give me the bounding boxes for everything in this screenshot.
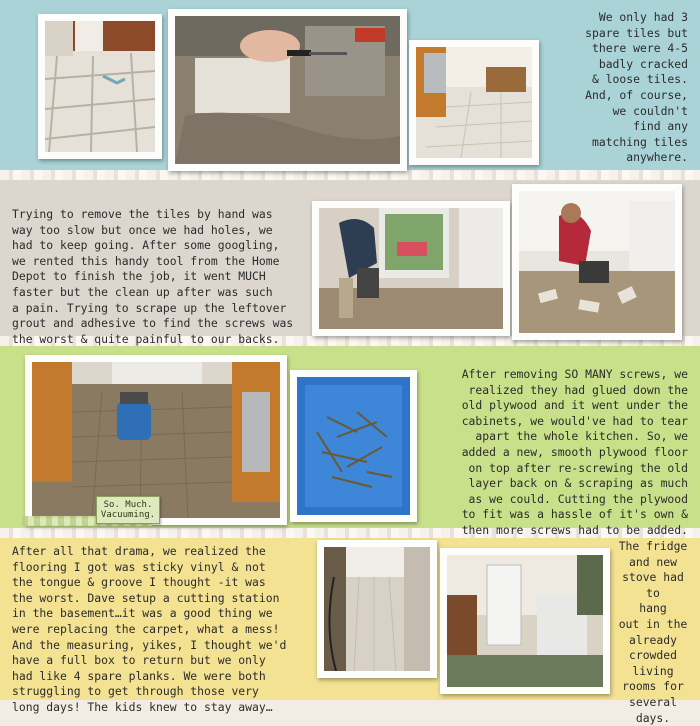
caption-removing-tiles: Trying to remove the tiles by hand was way too slow but once we had holes, we had to keep going. After some googling, we rented this handy tool from the Home Depot to finish the job, it went MUCH faster but the clean up after was such a pain. Trying to scrape up the leftover grout and adhesive to find the screws was the worst & quite painful to our backs.: [12, 207, 294, 346]
photo-bin-of-screws: [290, 370, 417, 522]
caption-fridge-stove: The fridge and new stove had to hang out in the already crowded living rooms for several days.: [618, 539, 688, 725]
caption-vinyl-flooring: After all that drama, we realized the flooring I got was sticky vinyl & not the tongue & groove I thought -it was the worst. Dave setup a cutting station in the basement…it was a good thing we were replacing the carpet, what a mess! And the measuring, yikes, I thought we'd have a full box to return but we only had like 4 spare planks. We were both struggling to get through those very long days! The kids knew to stay away…: [12, 544, 287, 714]
caption-spare-tiles: We only had 3 spare tiles but there were 4-5 badly cracked & loose tiles. And, of course, we couldn't find any matching tiles anywhere.: [585, 10, 688, 165]
photo-girl-with-tool: [512, 184, 682, 340]
caption-plywood: After removing SO MANY screws, we realized they had glued down the old plywood and it went under the cabinets, we would've had to tear apart the whole kitchen. So, we added a new, smooth plywood floor on top after re-screwing the old layer back on & scraping as much as we could. Cutting the plywood to fit was a hassle of it's own & then more screws had to be added.: [461, 367, 688, 537]
photo-kitchen-overview: [409, 40, 539, 165]
photo-removing-tiles-by-hand: [168, 9, 407, 171]
vacuuming-label: So. Much. Vacuuming.: [96, 496, 160, 524]
photo-dave-with-tool: [312, 201, 510, 336]
photo-crowded-living-room: [440, 548, 610, 694]
torn-paper-edge: [0, 170, 700, 180]
photo-cracked-tiles: [38, 14, 162, 159]
photo-new-vinyl-floor: [317, 540, 437, 678]
